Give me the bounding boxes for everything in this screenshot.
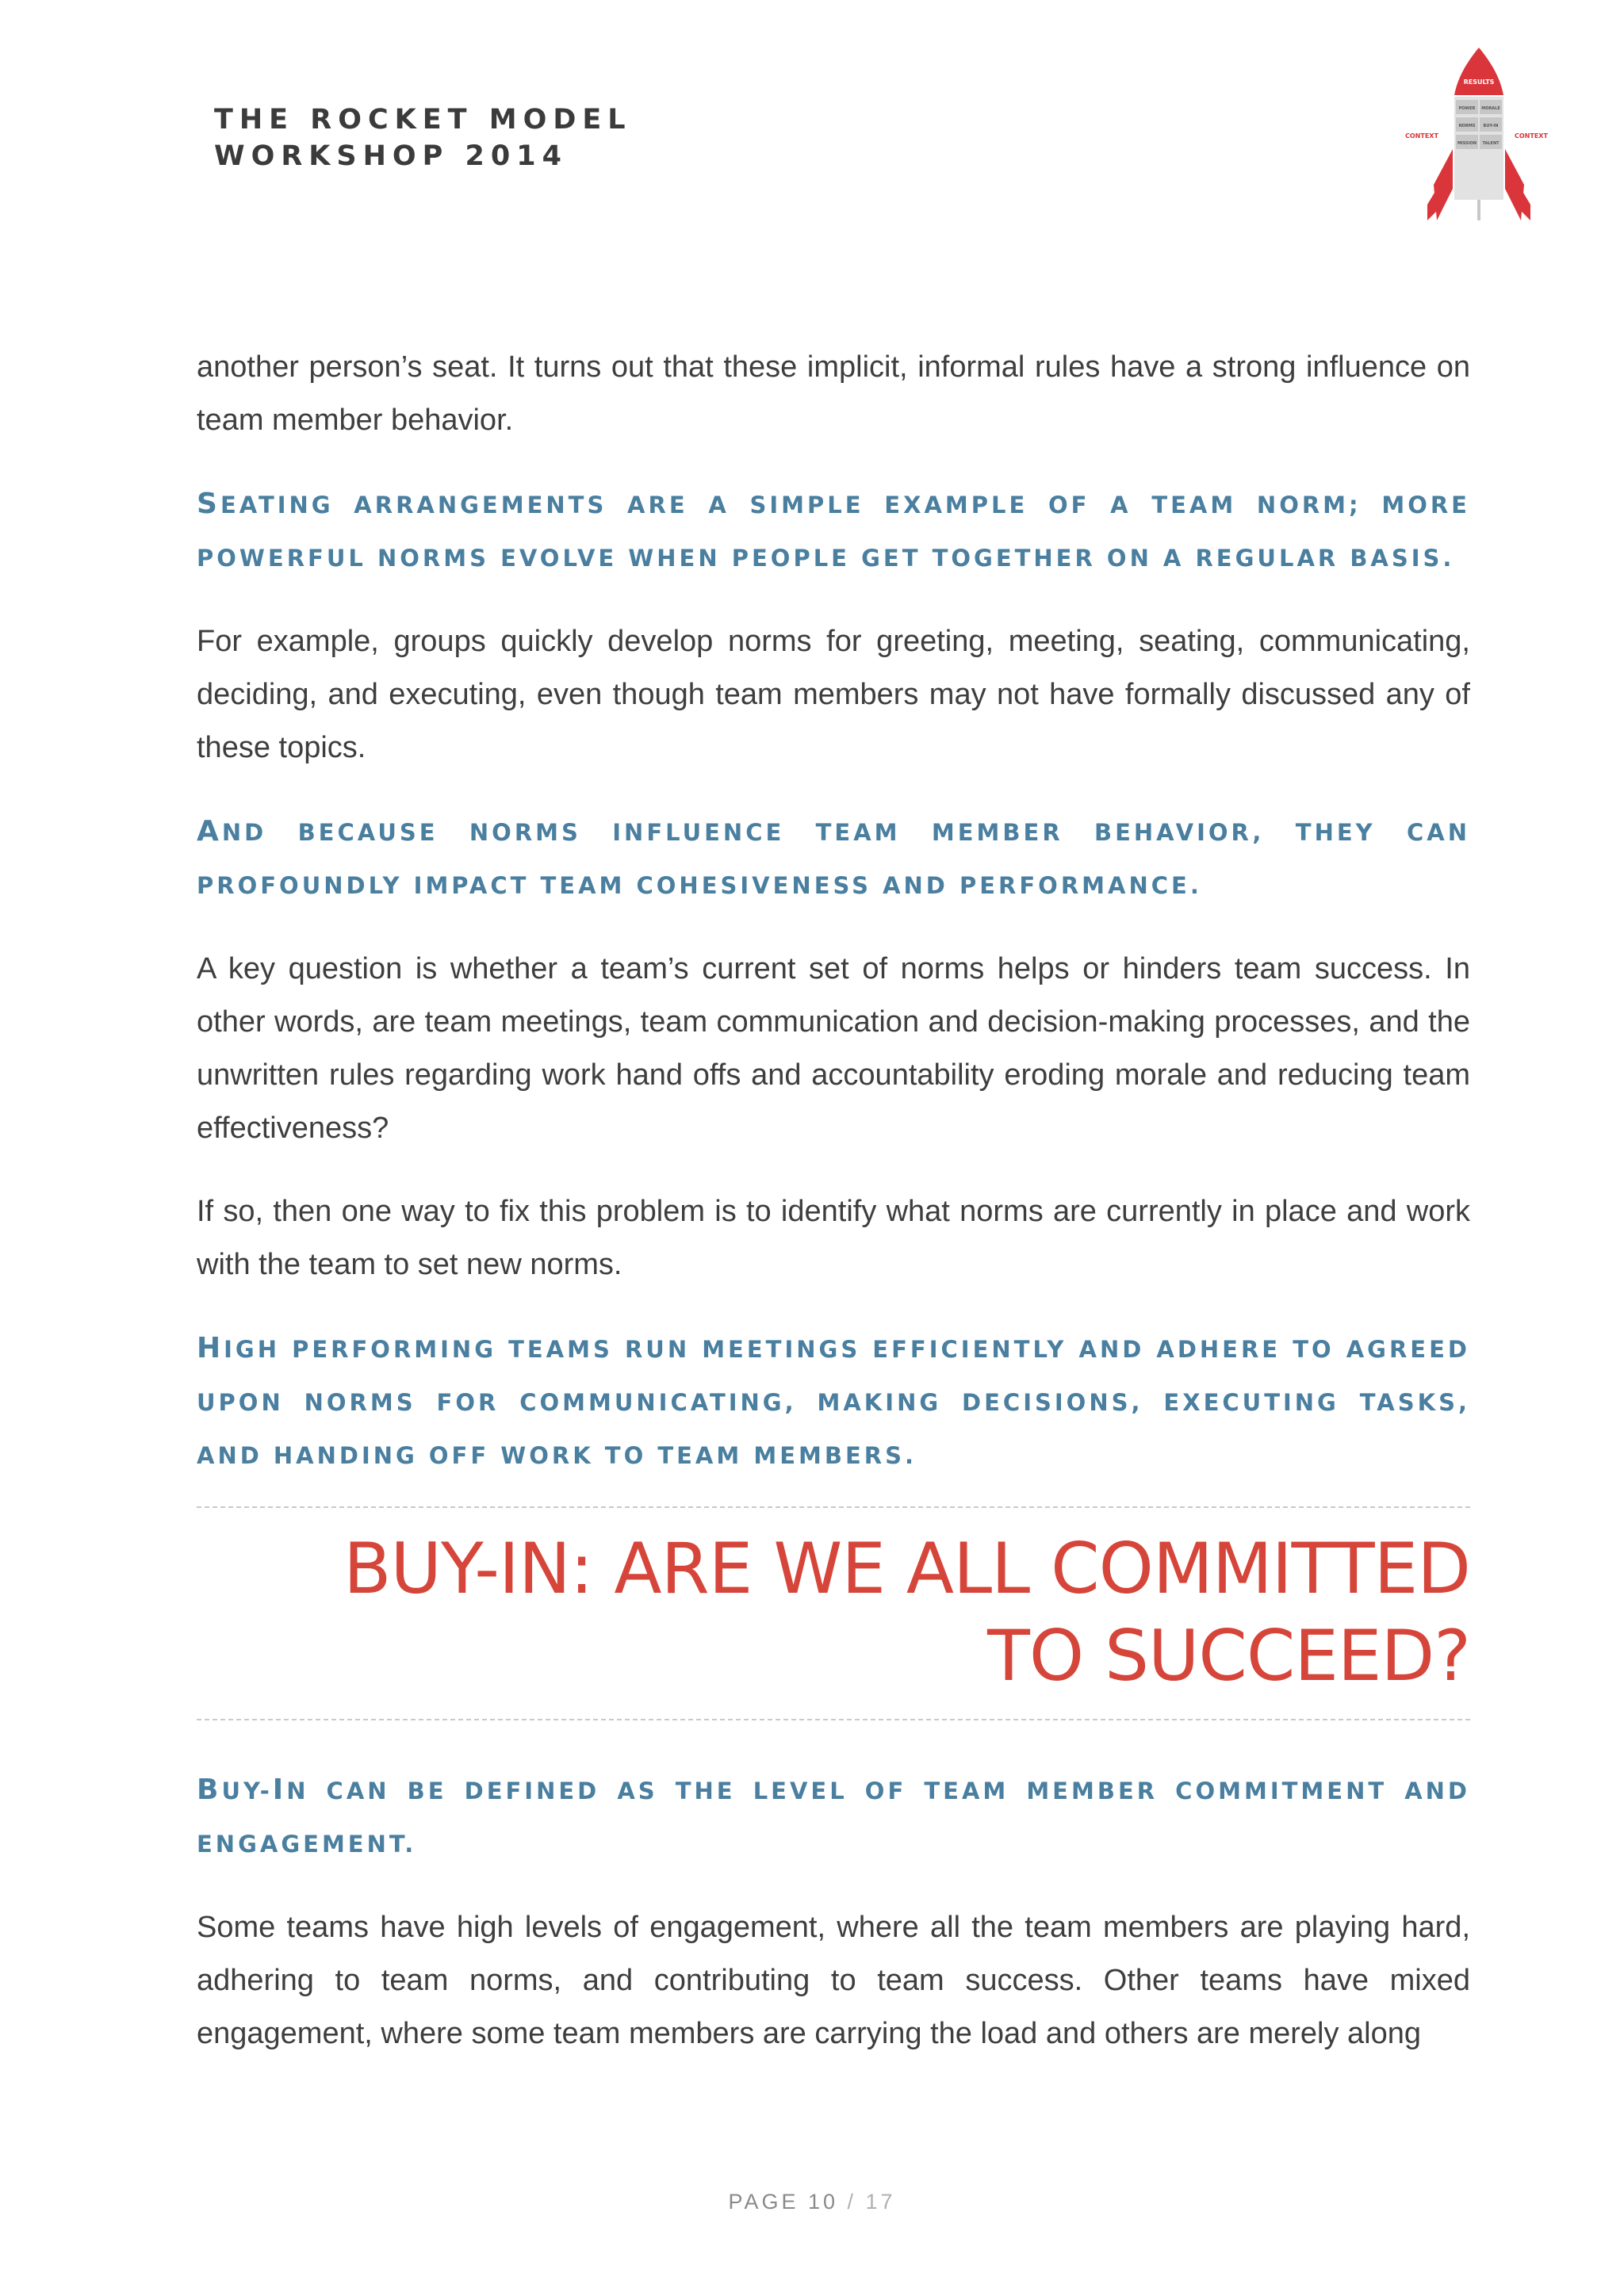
logo-cell-buy-in: BUY-IN [1483,124,1499,128]
logo-context-right: CONTEXT [1515,132,1548,140]
callout-2: AND BECAUSE NORMS INFLUENCE TEAM MEMBER BEHAVIOR, THEY CAN PROFOUNDLY IMPACT TEAM COHESIVENESS AND PERFORMANCE. [197,815,1470,899]
page-number: PAGE 10 / 17 [728,2190,896,2214]
title-line-1: THE ROCKET MODEL [214,104,632,136]
page-content [197,341,1470,2091]
logo-cell-talent: TALENT [1482,141,1500,146]
paragraph-3: A key question is whether a team’s current set of norms helps or hinders team success. In other words, are team meetings, team communication and decision-making processes, and the unwritten rules regarding work hand offs and accountability eroding morale and reducing team effectiveness? [197,952,1470,1145]
paragraph-5: Some teams have high levels of engagement, where all the team members are playing hard, adhering to team norms, and contributing to team success. Other teams have mixed engagement, where some team members are carrying the load and others are merely along [197,1911,1470,2050]
section-heading-line-2: TO SUCCEED? [987,1615,1470,1697]
logo-context-left: CONTEXT [1405,132,1438,140]
logo-cell-power: POWER [1458,106,1476,111]
paragraph-1: another person’s seat. It turns out that these implicit, informal rules have a strong influence on team member behavior. [197,350,1470,437]
paragraph-2: For example, groups quickly develop norms for greeting, meeting, seating, communicating, deciding, and executing, even though team members may not have formally discussed any of these topics. [197,625,1470,764]
rocket-model-logo [1396,46,1562,228]
logo-cell-mission: MISSION [1457,141,1477,146]
logo-results-text: RESULTS [1463,78,1495,86]
title-line-2: WORKSHOP 2014 [214,140,568,172]
logo-cell-norms: NORMS [1458,124,1476,128]
logo-cell-morale: MORALE [1481,106,1500,111]
section-divider-bottom [197,1719,1470,1720]
callout-1: SEATING ARRANGEMENTS ARE A SIMPLE EXAMPLE OF A TEAM NORM; MORE POWERFUL NORMS EVOLVE WHEN PEOPLE GET TOGETHER ON A REGULAR BASIS. [197,488,1470,572]
callout-4: BUY-IN CAN BE DEFINED AS THE LEVEL OF TEAM MEMBER COMMITMENT AND ENGAGEMENT. [197,1774,1470,1858]
section-heading-line-1: BUY-IN: ARE WE ALL COMMITTED [343,1528,1470,1609]
section-heading [197,1508,1470,1719]
paragraph-4: If so, then one way to fix this problem is to identify what norms are currently in place and work with the team to set new norms. [197,1195,1470,1281]
document-title [214,101,632,174]
callout-3: HIGH PERFORMING TEAMS RUN MEETINGS EFFICIENTLY AND ADHERE TO AGREED UPON NORMS FOR COMMUNICATING, MAKING DECISIONS, EXECUTING TASKS, AND HANDING OFF WORK TO TEAM MEMBERS. [197,1332,1470,1469]
nose-cone-shape [1454,48,1503,95]
